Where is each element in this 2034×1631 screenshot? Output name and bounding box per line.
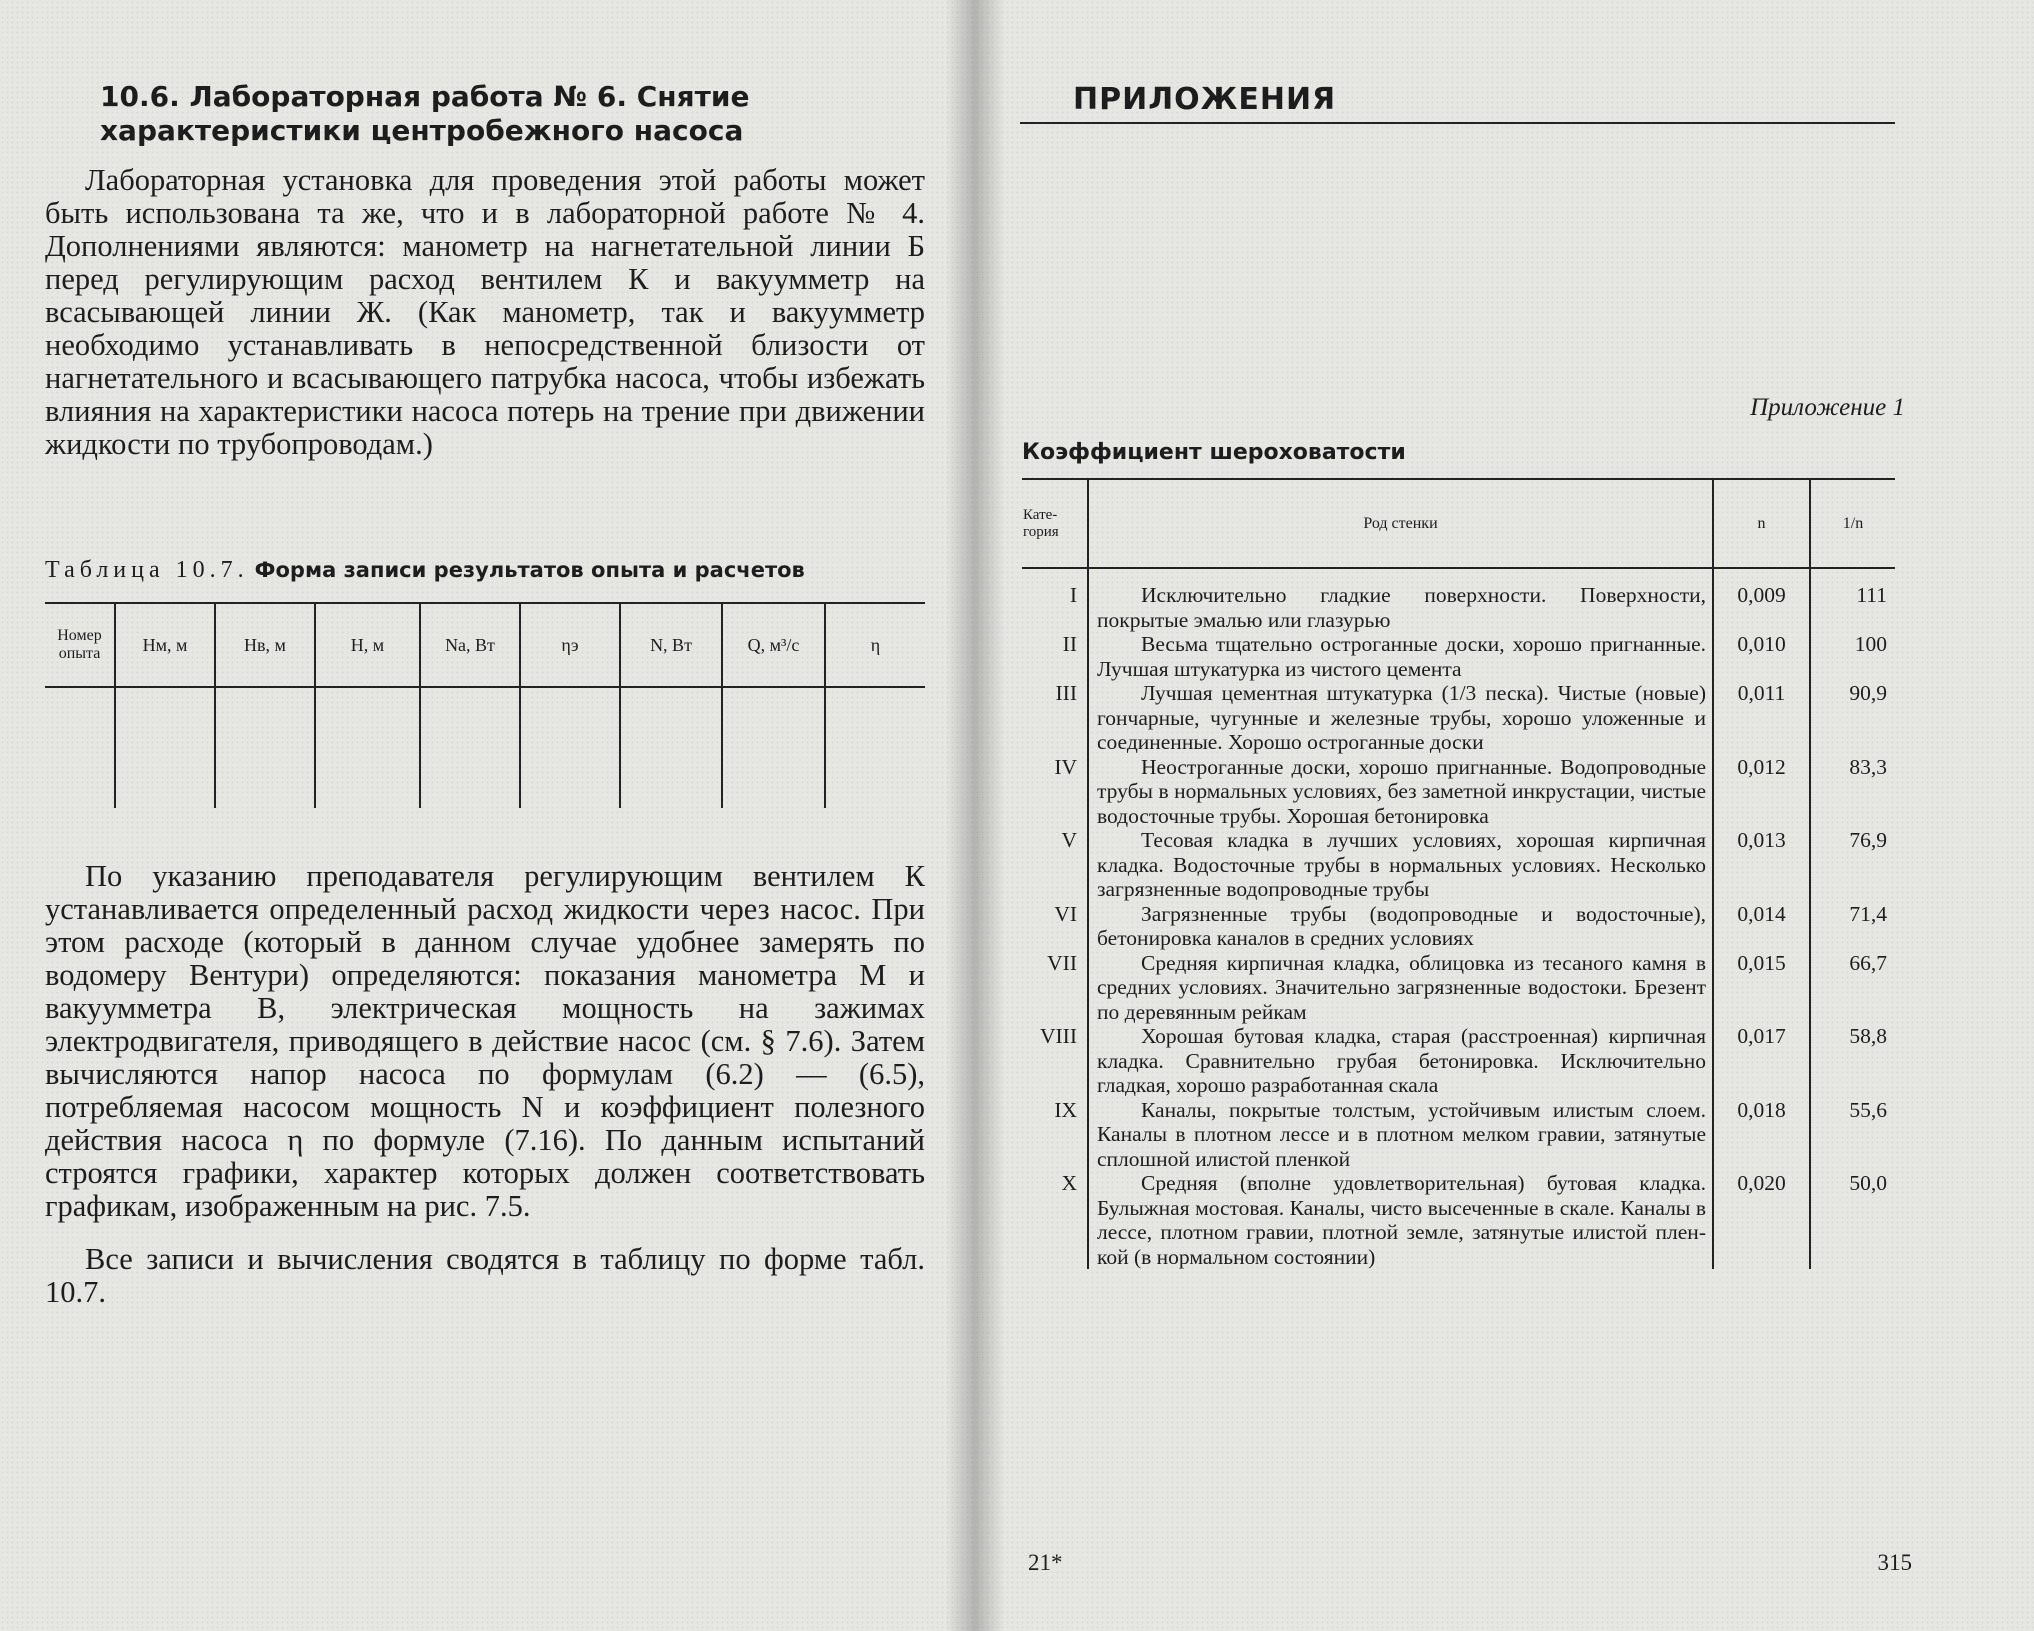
- title-rule: [1020, 122, 1895, 124]
- table-row: [1022, 632, 1895, 681]
- inverse-n-cell: 50,0: [1810, 1171, 1895, 1269]
- n-value-cell: 0,020: [1713, 1171, 1810, 1269]
- table-row: [45, 687, 925, 808]
- signature-mark: 21*: [1028, 1550, 1063, 1575]
- n-value-cell: 0,017: [1713, 1024, 1810, 1098]
- col-header: N, Вт: [620, 603, 722, 687]
- description-cell: Каналы, покрытые толстым, устойчивым илистым слоем. Каналы в плотном лессе и в плотном мелком гравии, затянутые сплошной илистой пленкой: [1088, 1098, 1713, 1172]
- n-value-cell: 0,014: [1713, 902, 1810, 951]
- inverse-n-cell: 58,8: [1810, 1024, 1895, 1098]
- inverse-n-cell: 55,6: [1810, 1098, 1895, 1172]
- n-value-cell: 0,015: [1713, 951, 1810, 1025]
- category-cell: VI: [1054, 901, 1077, 926]
- col-header: Hв, м: [215, 603, 315, 687]
- description-cell: Хорошая бутовая кладка, старая (расстроенная) кирпичная кладка. Сравнительно грубая бетонировка. Исключительно гладкая, хорошо разработанная скала: [1088, 1024, 1713, 1098]
- table-caption: [45, 557, 925, 584]
- inverse-n-cell: 90,9: [1810, 681, 1895, 755]
- table-row: [1022, 568, 1895, 632]
- col-header-inverse-n: 1/n: [1810, 479, 1895, 568]
- col-header: Q, м³/с: [722, 603, 825, 687]
- table-header-row: [45, 603, 925, 687]
- table-caption-text: Форма записи результатов опыта и расчетов: [254, 558, 805, 582]
- category-cell: I: [1069, 583, 1077, 607]
- description-cell: Средняя кирпичная кладка, облицовка из тесаного камня в средних условиях. Значительно загрязненные водостоки. Брезент по деревянным рейкам: [1088, 951, 1713, 1025]
- inverse-n-cell: 76,9: [1810, 828, 1895, 902]
- table-title: Коэффициент шероховатости: [1022, 440, 1406, 465]
- table-row: [1022, 951, 1895, 1025]
- description-cell: Тесовая кладка в лучших условиях, хорошая кирпичная кладка. Водосточные трубы в нормальных условиях. Несколько загрязненные водопроводные трубы: [1088, 828, 1713, 902]
- left-page: [0, 0, 975, 1631]
- roughness-table: [1022, 478, 1895, 1269]
- n-value-cell: 0,011: [1713, 681, 1810, 755]
- n-value-cell: 0,018: [1713, 1098, 1810, 1172]
- table-row: [1022, 902, 1895, 951]
- n-value-cell: 0,010: [1713, 632, 1810, 681]
- table-cell: [215, 687, 315, 808]
- table-cell: [825, 687, 925, 808]
- book-gutter: [945, 0, 1005, 1631]
- description-cell: Загрязненные трубы (водопроводные и водосточные), бетонировка каналов в средних условиях: [1088, 902, 1713, 951]
- col-header: ηэ: [520, 603, 620, 687]
- inverse-n-cell: 66,7: [1810, 951, 1895, 1025]
- col-header: Nа, Вт: [420, 603, 520, 687]
- table-cell: [722, 687, 825, 808]
- table-row: [1022, 1171, 1895, 1269]
- table-cell: [520, 687, 620, 808]
- appendices-title: ПРИЛОЖЕНИЯ: [1073, 82, 1337, 117]
- col-header: η: [825, 603, 925, 687]
- category-cell: IX: [1054, 1097, 1077, 1122]
- col-header-category: Кате-гория: [1022, 479, 1088, 568]
- table-cell: [315, 687, 420, 808]
- description-cell: Средняя (вполне удовлетворительная) бутовая кладка. Булыжная мостовая. Каналы, чисто высеченные в скале. Каналы в лессе, плотном гравии, плотной земле, затянутые илистой пленкой (в нормальном состоянии): [1088, 1171, 1713, 1269]
- n-value-cell: 0,013: [1713, 828, 1810, 902]
- description-cell: Исключительно гладкие поверхности. Поверхности, покрытые эмалью или глазурью: [1088, 568, 1713, 632]
- category-cell: VII: [1047, 950, 1077, 975]
- table-cell: [420, 687, 520, 808]
- col-header: H, м: [315, 603, 420, 687]
- category-cell: II: [1062, 632, 1077, 656]
- table-cell: [45, 687, 115, 808]
- results-form-table: [45, 602, 925, 808]
- table-cell: [620, 687, 722, 808]
- appendix-label: Приложение 1: [1750, 394, 1905, 421]
- inverse-n-cell: 83,3: [1810, 755, 1895, 829]
- table-header-row: [1022, 479, 1895, 568]
- category-cell: V: [1061, 828, 1077, 852]
- inverse-n-cell: 100: [1810, 632, 1895, 681]
- category-cell: IV: [1054, 754, 1077, 779]
- table-row: [1022, 1098, 1895, 1172]
- table-label: Таблица 10.7.: [45, 557, 249, 583]
- col-header: Hм, м: [115, 603, 215, 687]
- description-cell: Неостроганные доски, хорошо пригнанные. Водопроводные трубы в нормальных условиях, без заметной инкрустации, чистые водосточные трубы. Хорошая бетонировка: [1088, 755, 1713, 829]
- col-header-n: n: [1713, 479, 1810, 568]
- col-header-wall-type: Род стенки: [1088, 479, 1713, 568]
- section-heading: 10.6. Лабораторная работа № 6. Снятие характеристики центробежного насоса: [100, 80, 750, 147]
- procedure-paragraph: По указанию преподавателя регулирующим вентилем К устанавливается определенный расход жидкости через насос. При этом расходе (который в данном случае удобнее замерять по водомеру Вентури) определяются: показания манометра М и вакуумметра В, электрическая мощность на зажимах электродвигателя, приводящего в действие насос (см. § 7.6). Затем вычисляются напор насоса по формулам (6.2) — (6.5), потребляемая насосом мощность N и коэффициент полезного действия насоса η по формуле (7.16). По данным испытаний строятся графики, характер которых должен соответствовать графикам, изображенным на рис. 7.5.: [45, 859, 925, 1223]
- n-value-cell: 0,012: [1713, 755, 1810, 829]
- category-cell: VIII: [1039, 1024, 1077, 1048]
- table-body: [1022, 568, 1895, 1269]
- summary-paragraph: Все записи и вычисления сводятся в таблицу по форме табл. 10.7.: [45, 1242, 925, 1309]
- inverse-n-cell: 111: [1810, 568, 1895, 632]
- description-cell: Весьма тщательно остроганные доски, хорошо пригнанные. Лучшая штукатурка из чистого цемента: [1088, 632, 1713, 681]
- table-row: [1022, 1024, 1895, 1098]
- intro-paragraph: Лабораторная установка для проведения этой работы может быть использована та же, что и в лабораторной работе № 4. Дополнениями являются: манометр на нагнетательной линии Б перед регулирующим расход вентилем К и вакуумметр на всасывающей линии Ж. (Как манометр, так и вакуумметр необходимо устанавливать в непосредственной близости от нагнетательного и всасывающего патрубка насоса, чтобы избежать влияния на характеристики насоса потерь на трение при движении жидкости по трубопроводам.): [45, 163, 925, 461]
- category-cell: X: [1061, 1171, 1077, 1195]
- table-row: [1022, 681, 1895, 755]
- description-cell: Лучшая цементная штукатурка (1/3 песка). Чистые (новые) гончарные, чугунные и железные трубы, хорошо уложенные и соединенные. Хорошо остроганные доски: [1088, 681, 1713, 755]
- col-header: Номер опыта: [45, 603, 115, 687]
- table-row: [1022, 828, 1895, 902]
- inverse-n-cell: 71,4: [1810, 902, 1895, 951]
- table-row: [1022, 755, 1895, 829]
- n-value-cell: 0,009: [1713, 568, 1810, 632]
- category-cell: III: [1055, 681, 1077, 705]
- page-number: 315: [1877, 1550, 1912, 1575]
- table-cell: [115, 687, 215, 808]
